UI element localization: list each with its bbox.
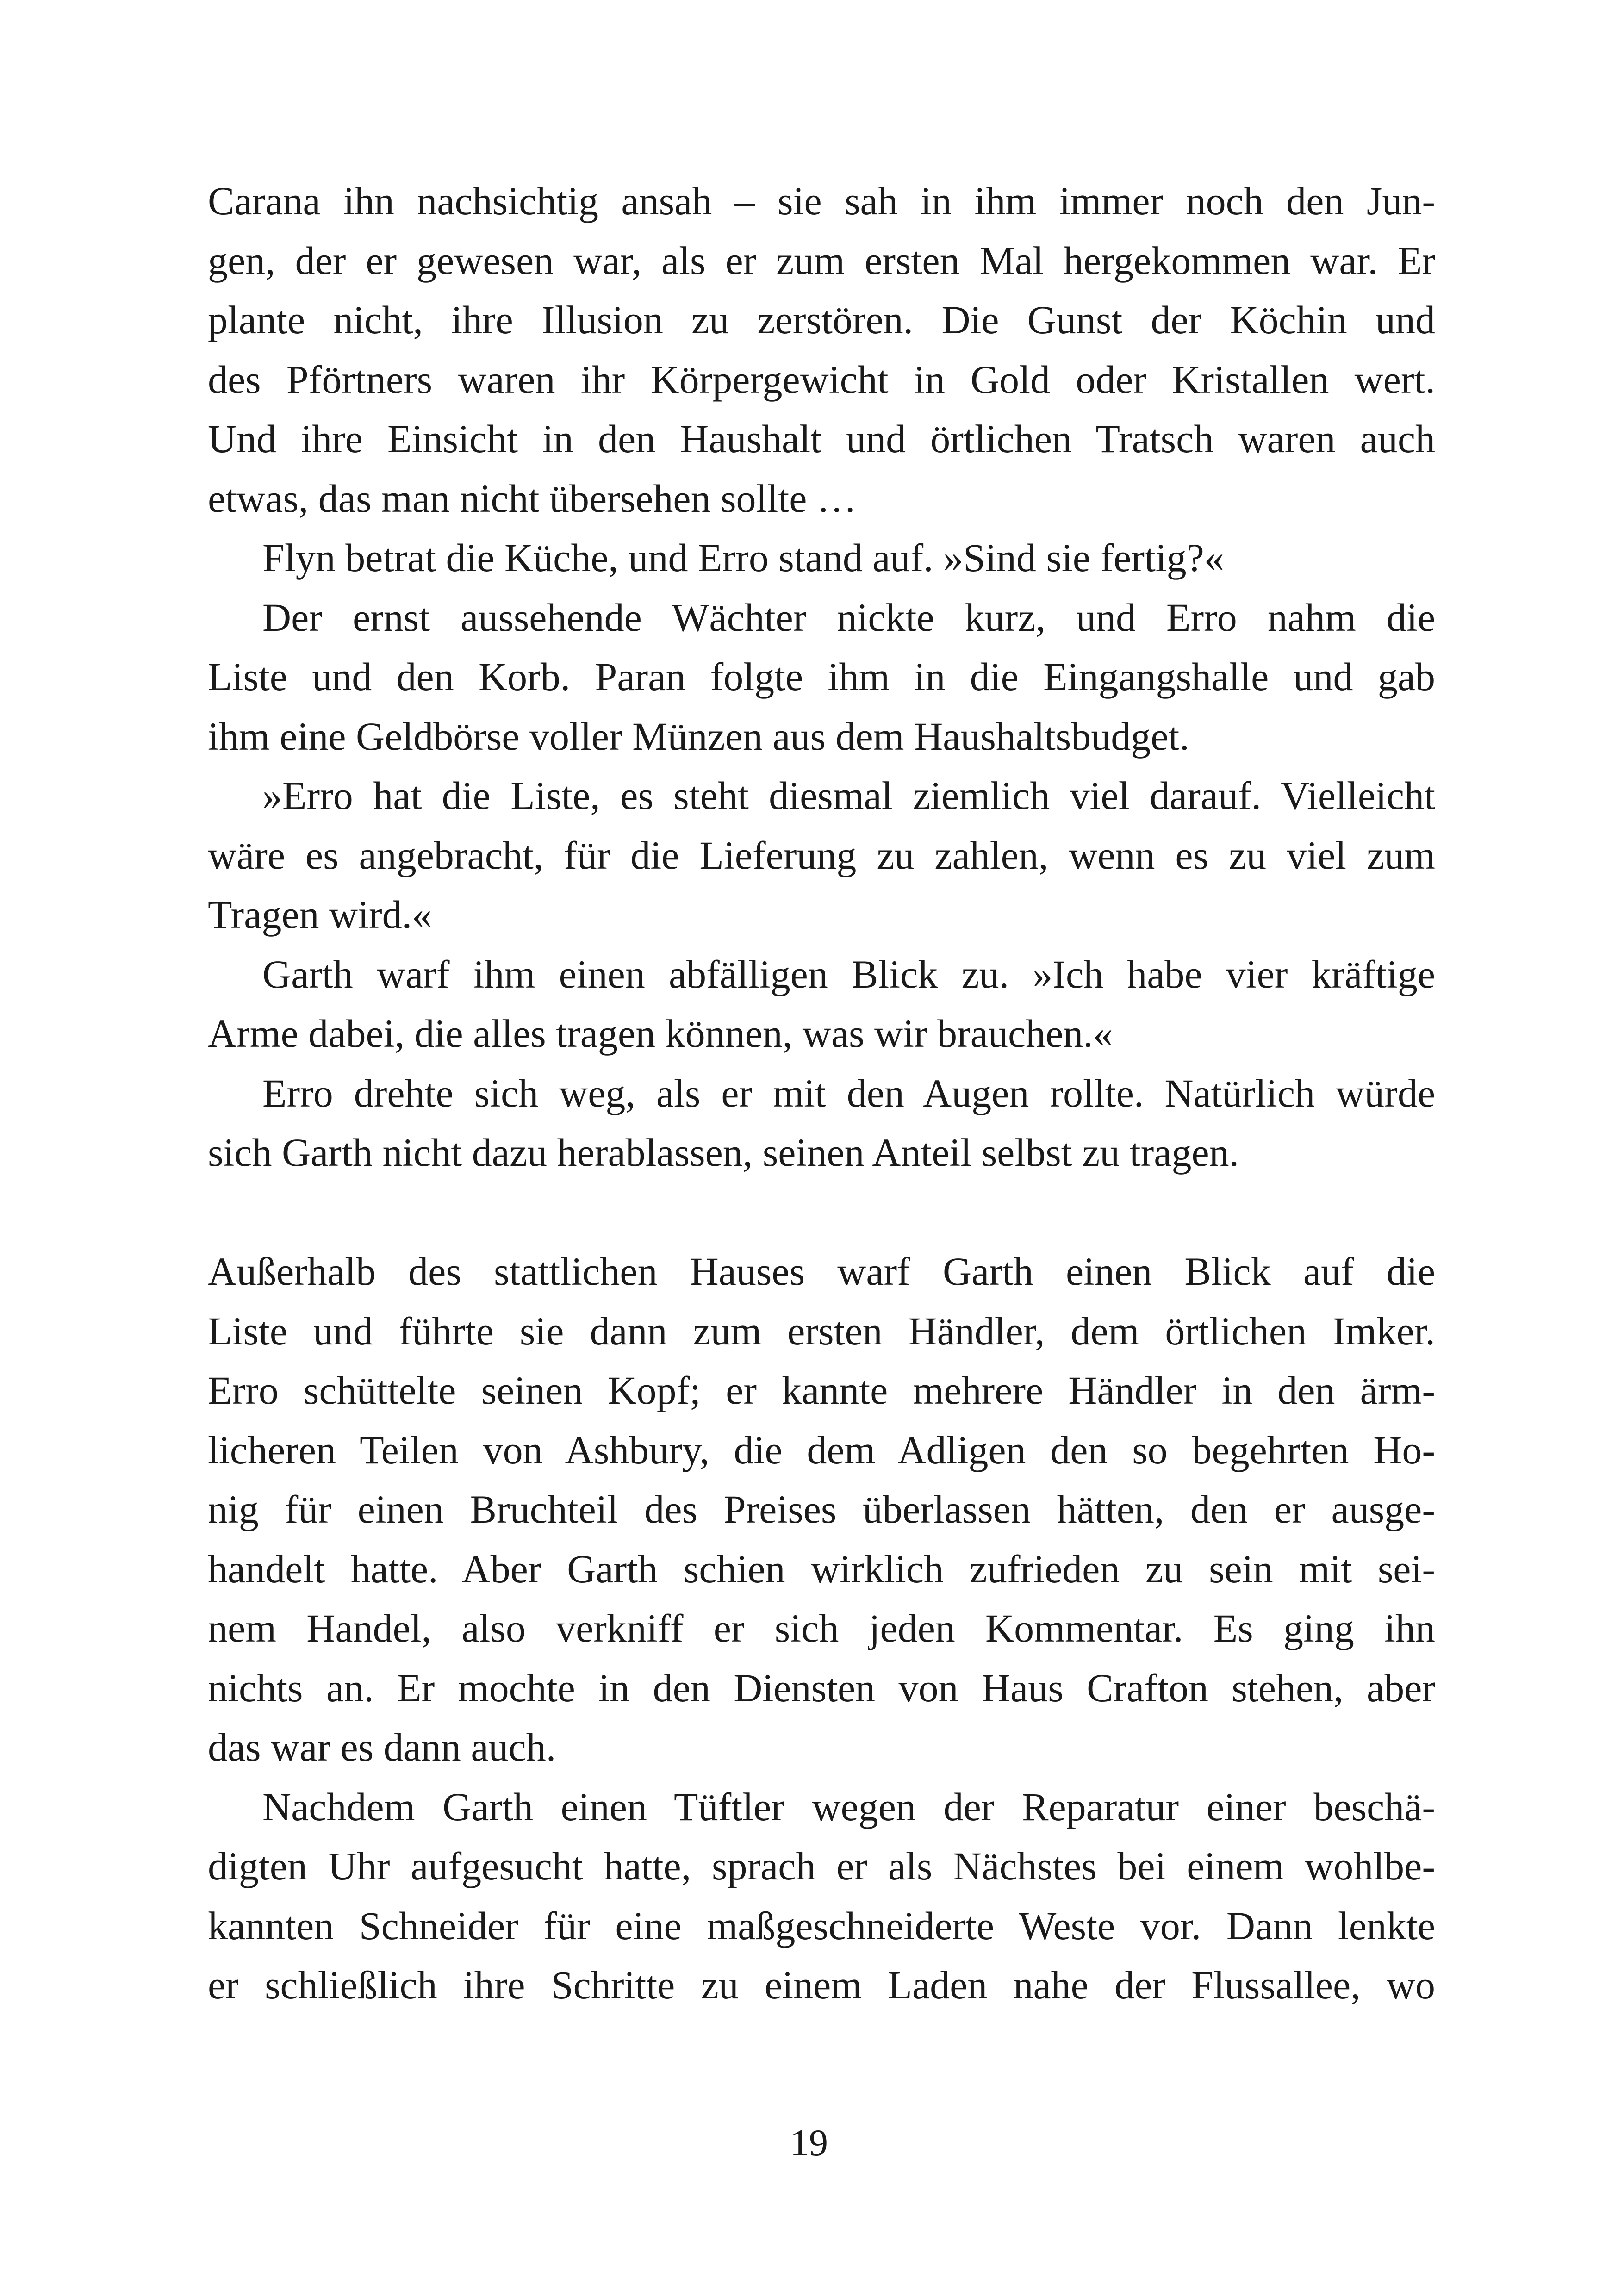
text-line: handelt hatte. Aber Garth schien wirklich zufrieden zu sein mit sei-: [208, 1546, 1435, 1591]
text-line: Arme dabei, die alles tragen können, was wir brauchen.«: [208, 1011, 1113, 1056]
text-line: nig für einen Bruchteil des Preises überlassen hätten, den er ausge-: [208, 1487, 1435, 1531]
text-line: Nachdem Garth einen Tüftler wegen der Reparatur einer beschä-: [262, 1784, 1435, 1829]
text-line: Liste und führte sie dann zum ersten Händler, dem örtlichen Imker.: [208, 1308, 1435, 1353]
text-line: Garth warf ihm einen abfälligen Blick zu. »Ich habe vier kräftige: [262, 952, 1435, 996]
text-line: wäre es angebracht, für die Lieferung zu zahlen, wenn es zu viel zum: [208, 833, 1435, 877]
text-line: das war es dann auch.: [208, 1725, 556, 1769]
text-line: Und ihre Einsicht in den Haushalt und örtlichen Tratsch waren auch: [208, 417, 1435, 461]
text-line: gen, der er gewesen war, als er zum ersten Mal hergekommen war. Er: [208, 238, 1435, 283]
text-line: ihm eine Geldbörse voller Münzen aus dem Haushaltsbudget.: [208, 714, 1189, 759]
text-line: Erro schüttelte seinen Kopf; er kannte mehrere Händler in den ärm-: [208, 1368, 1435, 1412]
text-line: des Pförtners waren ihr Körpergewicht in Gold oder Kristallen wert.: [208, 357, 1435, 402]
text-line: Der ernst aussehende Wächter nickte kurz, und Erro nahm die: [262, 595, 1435, 640]
text-line: nem Handel, also verkniff er sich jeden Kommentar. Es ging ihn: [208, 1606, 1435, 1650]
text-line: »Erro hat die Liste, es steht diesmal ziemlich viel darauf. Vielleicht: [262, 773, 1435, 818]
text-line: nichts an. Er mochte in den Diensten von Haus Crafton stehen, aber: [208, 1665, 1435, 1710]
text-line: digten Uhr aufgesucht hatte, sprach er als Nächstes bei einem wohlbe-: [208, 1844, 1435, 1888]
text-line: Carana ihn nachsichtig ansah – sie sah in ihm immer noch den Jun-: [208, 179, 1435, 223]
text-line: plante nicht, ihre Illusion zu zerstören. Die Gunst der Köchin und: [208, 298, 1435, 342]
text-line: Erro drehte sich weg, als er mit den Augen rollte. Natürlich würde: [262, 1070, 1435, 1115]
text-line: Liste und den Korb. Paran folgte ihm in die Eingangshalle und gab: [208, 654, 1435, 699]
scene-break: [208, 1182, 1435, 1242]
text-line: kannten Schneider für eine maßgeschneiderte Weste vor. Dann lenkte: [208, 1903, 1435, 1948]
text-line: licheren Teilen von Ashbury, die dem Adligen den so begehrten Ho-: [208, 1427, 1435, 1472]
body-text: [208, 171, 1435, 2015]
text-line: er schließlich ihre Schritte zu einem Laden nahe der Flussallee, wo: [208, 1963, 1435, 2007]
text-line: sich Garth nicht dazu herablassen, seinen Anteil selbst zu tragen.: [208, 1130, 1239, 1175]
text-line: Flyn betrat die Küche, und Erro stand auf. »Sind sie fertig?«: [262, 535, 1224, 580]
text-line: etwas, das man nicht übersehen sollte …: [208, 476, 857, 521]
text-line: Tragen wird.«: [208, 892, 432, 937]
text-line: Außerhalb des stattlichen Hauses warf Garth einen Blick auf die: [208, 1249, 1435, 1294]
page-number: 19: [790, 2122, 828, 2164]
